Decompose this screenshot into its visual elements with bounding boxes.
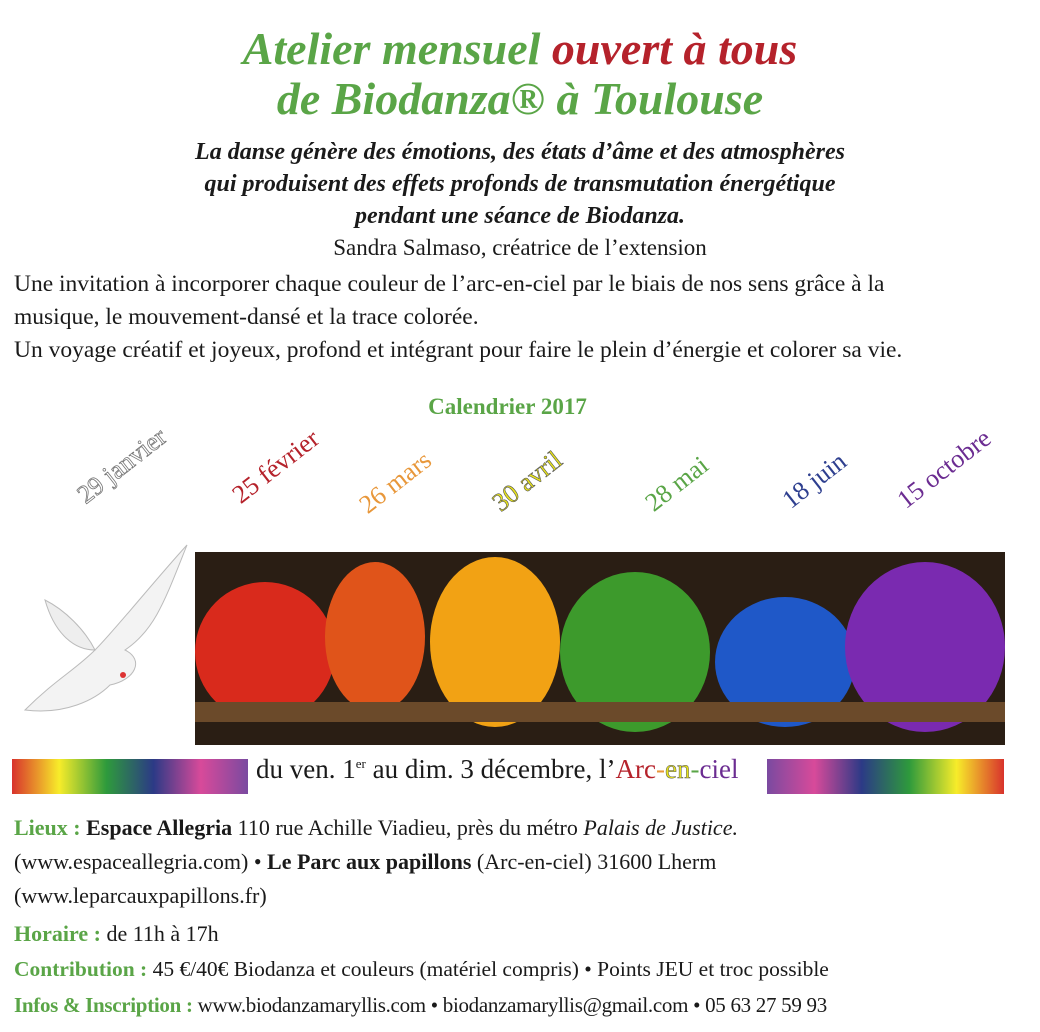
value: de 11h à 17h (100, 921, 219, 946)
title-red: ouvert à tous (551, 23, 798, 74)
label: Horaire : (14, 921, 101, 946)
event-text: au dim. 3 décembre, l’ (365, 754, 616, 784)
date-label: 25 février (226, 423, 325, 510)
ciel-word: ciel (699, 754, 739, 784)
title-green: Atelier mensuel (242, 23, 541, 74)
dash: - (690, 754, 700, 784)
info-inscription (14, 988, 827, 1023)
intro-line: musique, le mouvement-dansé et la trace colorée. (14, 304, 479, 330)
label: Contribution : (14, 957, 148, 981)
metro: Palais de Justice. (583, 815, 738, 840)
intro-line: Une invitation à incorporer chaque couleur de l’arc-en-ciel par le biais de nos sens grâce à la (14, 271, 885, 297)
rainbow-bar-right (767, 759, 1004, 794)
quote-line: La danse génère des émotions, des états d’âme et des atmosphères (195, 139, 845, 165)
intro-line: Un voyage créatif et joyeux, profond et intégrant pour faire le plein d’énergie et colorer sa vie. (14, 337, 903, 363)
date-label: 18 juin (776, 446, 852, 515)
date-label: 15 octobre (891, 423, 997, 515)
event-text: du ven. 1 (256, 754, 356, 784)
address: 110 rue Achille Viadieu, près du métro (232, 815, 584, 840)
arc-word: Arc (615, 754, 656, 784)
info-lieux (14, 810, 738, 845)
label: Infos & Inscription : (14, 993, 193, 1017)
info-line-3: (www.leparcauxpapillons.fr) (14, 883, 267, 908)
website: (www.espaceallegria.com) • (14, 849, 268, 874)
address: (Arc-en-ciel) 31600 Lherm (471, 849, 717, 874)
date-label: 29 janvier (71, 421, 172, 510)
quote-line: pendant une séance de Biodanza. (354, 203, 686, 229)
place: Le Parc aux papillons (267, 849, 472, 874)
date-label: 26 mars (353, 445, 437, 520)
place: Espace Allegria (86, 815, 233, 840)
dash: - (656, 754, 665, 784)
rainbow-bar-left (12, 759, 248, 794)
date-label: 30 avril (486, 445, 568, 518)
event-dates (256, 754, 738, 785)
value: 45 €/40€ Biodanza et couleurs (matériel compris) • Points JEU et troc possible (147, 957, 829, 981)
label: Lieux : (14, 815, 81, 840)
dove-image (15, 540, 195, 740)
en-word: en (665, 754, 691, 784)
quote-author: Sandra Salmaso, créatrice de l’extension (333, 235, 707, 260)
title-line-1 (0, 24, 1040, 74)
event-sup: er (355, 756, 366, 771)
date-label: 28 mai (639, 450, 714, 518)
parrots-image (195, 552, 1005, 745)
title-line-2: de Biodanza® à Toulouse (276, 73, 764, 124)
info-horaire (14, 916, 219, 951)
value: www.biodanzamaryllis.com • biodanzamaryllis@gmail.com • 05 63 27 59 93 (192, 993, 827, 1017)
calendar-title: Calendrier 2017 (428, 394, 587, 419)
quote-line: qui produisent des effets profonds de transmutation énergétique (204, 171, 836, 197)
info-line-2 (14, 844, 716, 879)
info-contribution (14, 952, 829, 987)
